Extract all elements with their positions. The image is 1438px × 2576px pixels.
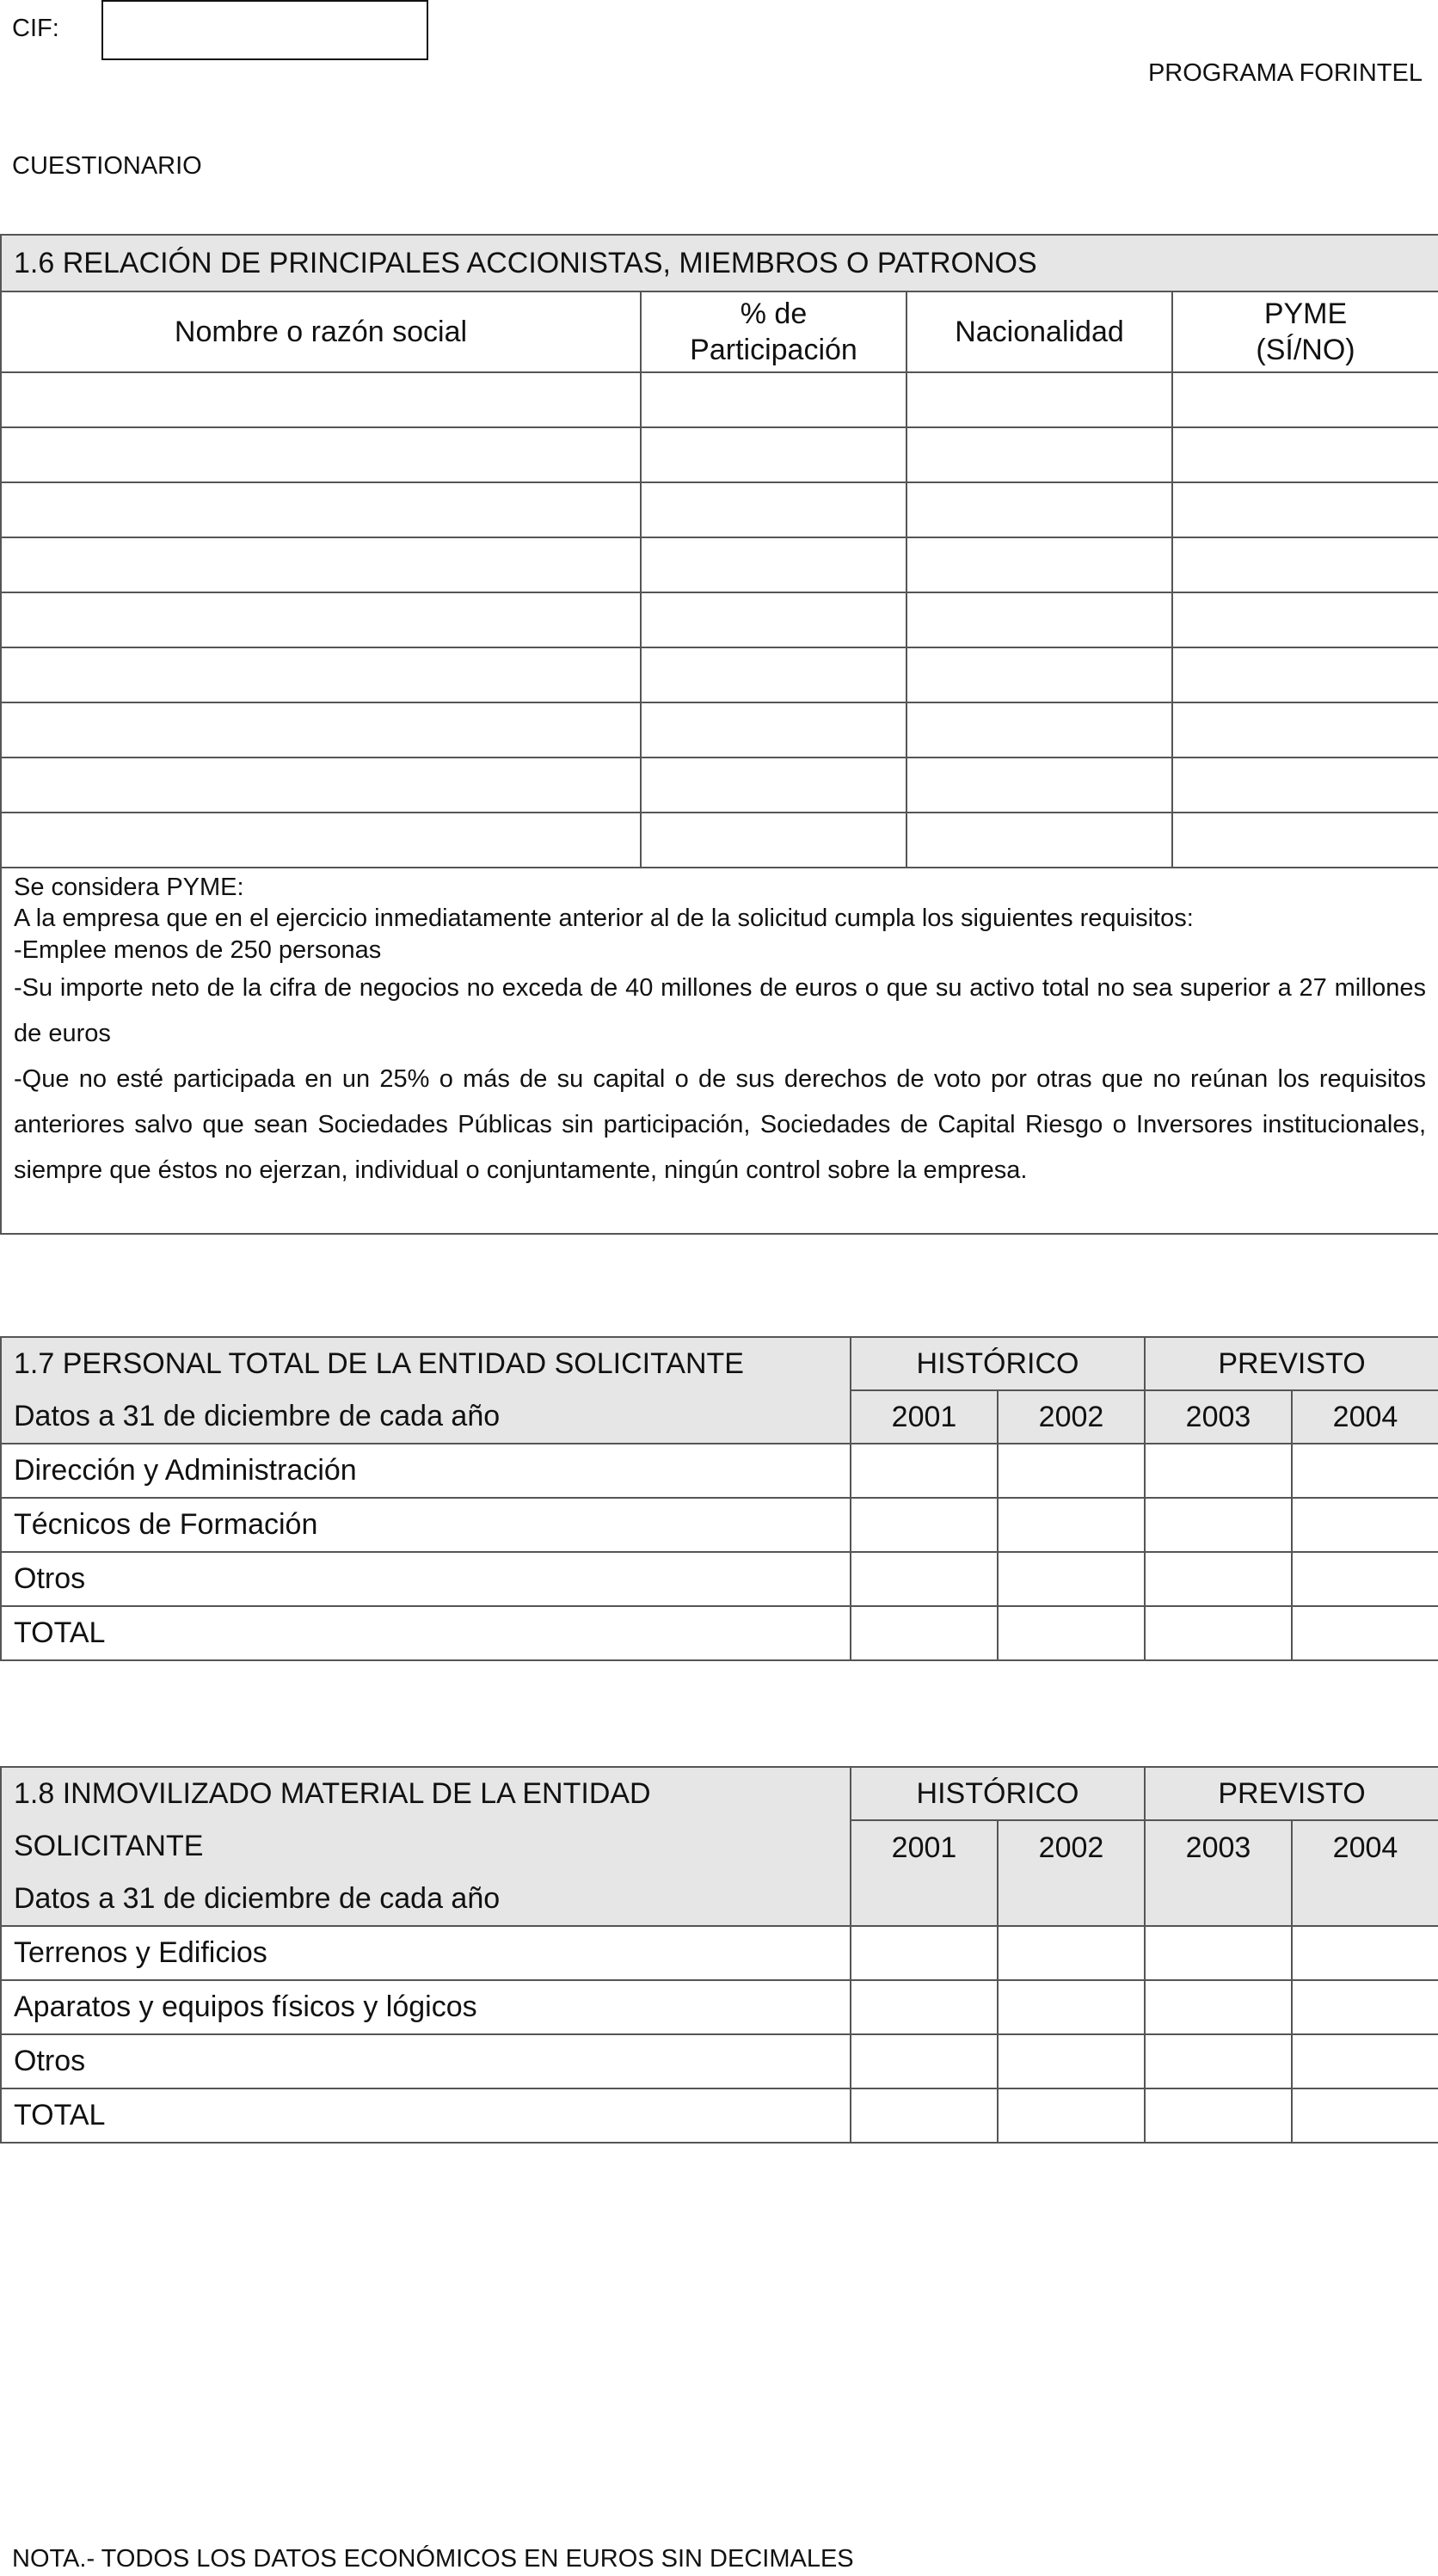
- note-line-2: A la empresa que en el ejercicio inmediatamente anterior al de la solicitud cumpla los siguientes requisitos:: [14, 905, 1194, 933]
- row-label: Terrenos y Edificios: [1, 1926, 851, 1980]
- cell-name[interactable]: [1, 702, 641, 757]
- cell-participation[interactable]: [641, 592, 906, 647]
- table-row: [1, 592, 1438, 647]
- cell-nationality[interactable]: [906, 537, 1172, 592]
- table-row: [1, 757, 1438, 813]
- column-header-participation-line2: Participación: [690, 334, 857, 366]
- table-row: [1, 1552, 1438, 1606]
- cell-2002[interactable]: [998, 1498, 1145, 1552]
- cell-2001[interactable]: [851, 2034, 998, 2088]
- table-row: [1, 2088, 1438, 2143]
- cell-2003[interactable]: [1145, 1444, 1292, 1498]
- cell-participation[interactable]: [641, 647, 906, 702]
- cell-2003[interactable]: [1145, 1926, 1292, 1980]
- cell-nationality[interactable]: [906, 702, 1172, 757]
- cif-label: CIF:: [12, 15, 59, 42]
- table-row: [1, 647, 1438, 702]
- cell-name[interactable]: [1, 537, 641, 592]
- cell-2004[interactable]: [1292, 1498, 1438, 1552]
- cell-2001[interactable]: [851, 1498, 998, 1552]
- cell-2003[interactable]: [1145, 1606, 1292, 1660]
- cell-name[interactable]: [1, 647, 641, 702]
- table-row: [1, 702, 1438, 757]
- cell-2002[interactable]: [998, 1552, 1145, 1606]
- year-2002: 2002: [998, 1820, 1145, 1926]
- cell-2003[interactable]: [1145, 1980, 1292, 2034]
- year-2004: 2004: [1292, 1820, 1438, 1926]
- cell-2002[interactable]: [998, 2088, 1145, 2143]
- cell-2003[interactable]: [1145, 2088, 1292, 2143]
- table-row: [1, 1980, 1438, 2034]
- program-title: PROGRAMA FORINTEL: [1147, 59, 1423, 87]
- cell-participation[interactable]: [641, 757, 906, 813]
- questionnaire-heading: CUESTIONARIO: [12, 152, 202, 180]
- cell-participation[interactable]: [641, 537, 906, 592]
- cell-name[interactable]: [1, 482, 641, 537]
- cell-2003[interactable]: [1145, 2034, 1292, 2088]
- note-line-5: -Que no esté participada en un 25% o más de su capital o de sus derechos de voto por otras que no reúnan los requisitos anteriores salvo que sean Sociedades Públicas sin participación, Sociedades de Capital Riesgo o Inversores institucionales, siempre que éstos no ejerzan, individual o conjuntamente, ningún control sobre la empresa.: [14, 1064, 1426, 1184]
- column-header-participation-line1: % de: [740, 297, 808, 330]
- footer-note: NOTA.- TODOS LOS DATOS ECONÓMICOS EN EUROS SIN DECIMALES: [12, 2545, 854, 2573]
- cell-name[interactable]: [1, 372, 641, 427]
- cell-2001[interactable]: [851, 1980, 998, 2034]
- year-2002: 2002: [998, 1390, 1145, 1444]
- column-header-pyme-line2: (SÍ/NO): [1256, 334, 1355, 366]
- row-label: Dirección y Administración: [1, 1444, 851, 1498]
- column-header-pyme-line1: PYME: [1263, 297, 1348, 330]
- year-2004: 2004: [1292, 1390, 1438, 1444]
- year-2001: 2001: [851, 1390, 998, 1444]
- row-label: Aparatos y equipos físicos y lógicos: [1, 1980, 851, 2034]
- row-label: Técnicos de Formación: [1, 1498, 851, 1552]
- personnel-table: [0, 1336, 1438, 1661]
- cell-nationality[interactable]: [906, 372, 1172, 427]
- row-label: TOTAL: [1, 2088, 851, 2143]
- cell-2004[interactable]: [1292, 1552, 1438, 1606]
- cell-2002[interactable]: [998, 1926, 1145, 1980]
- cell-pyme[interactable]: [1172, 372, 1438, 427]
- cell-pyme[interactable]: [1172, 757, 1438, 813]
- cell-name[interactable]: [1, 427, 641, 482]
- table-row: [1, 1926, 1438, 1980]
- cell-pyme[interactable]: [1172, 482, 1438, 537]
- section-1-8-title-line1: 1.8 INMOVILIZADO MATERIAL DE LA ENTIDAD: [14, 1777, 651, 1810]
- historico-header: HISTÓRICO: [851, 1337, 1145, 1390]
- pyme-definition-note: [1, 868, 1438, 1234]
- cell-2004[interactable]: [1292, 1444, 1438, 1498]
- historico-header: HISTÓRICO: [851, 1767, 1145, 1820]
- cell-participation[interactable]: [641, 427, 906, 482]
- table-row: [1, 1444, 1438, 1498]
- cell-pyme[interactable]: [1172, 813, 1438, 868]
- column-header-name: Nombre o razón social: [1, 291, 641, 372]
- cell-participation[interactable]: [641, 813, 906, 868]
- column-header-nationality: Nacionalidad: [906, 291, 1172, 372]
- cell-pyme[interactable]: [1172, 592, 1438, 647]
- column-header-pyme: [1172, 291, 1438, 372]
- previsto-header: PREVISTO: [1145, 1767, 1438, 1820]
- cell-nationality[interactable]: [906, 427, 1172, 482]
- cell-2004[interactable]: [1292, 2034, 1438, 2088]
- table-row: [1, 1498, 1438, 1552]
- year-2001: 2001: [851, 1820, 998, 1926]
- row-label: TOTAL: [1, 1606, 851, 1660]
- row-label: Otros: [1, 2034, 851, 2088]
- year-2003: 2003: [1145, 1820, 1292, 1926]
- table-row: [1, 427, 1438, 482]
- cell-nationality[interactable]: [906, 813, 1172, 868]
- section-1-6-title: 1.6 RELACIÓN DE PRINCIPALES ACCIONISTAS, MIEMBROS O PATRONOS: [1, 235, 1438, 291]
- section-1-8-subtitle: Datos a 31 de diciembre de cada año: [14, 1882, 501, 1915]
- note-line-3: -Emplee menos de 250 personas: [14, 935, 382, 964]
- cell-pyme[interactable]: [1172, 647, 1438, 702]
- year-2003: 2003: [1145, 1390, 1292, 1444]
- cell-name[interactable]: [1, 757, 641, 813]
- note-line-4: -Su importe neto de la cifra de negocios no exceda de 40 millones de euros o que su activo total no sea superior a 27 millones de euros: [14, 973, 1426, 1047]
- cell-2002[interactable]: [998, 2034, 1145, 2088]
- cell-2003[interactable]: [1145, 1498, 1292, 1552]
- cell-name[interactable]: [1, 813, 641, 868]
- cell-2004[interactable]: [1292, 1926, 1438, 1980]
- previsto-header: PREVISTO: [1145, 1337, 1438, 1390]
- fixed-assets-table: [0, 1766, 1438, 2144]
- cell-2004[interactable]: [1292, 1980, 1438, 2034]
- table-row: [1, 2034, 1438, 2088]
- table-row: [1, 537, 1438, 592]
- cell-participation[interactable]: [641, 702, 906, 757]
- section-1-7-title: 1.7 PERSONAL TOTAL DE LA ENTIDAD SOLICITANTE: [1, 1337, 851, 1390]
- table-row: [1, 813, 1438, 868]
- cell-nationality[interactable]: [906, 482, 1172, 537]
- cell-2001[interactable]: [851, 1606, 998, 1660]
- table-row: [1, 372, 1438, 427]
- shareholders-table: [0, 234, 1438, 1235]
- cell-2002[interactable]: [998, 1606, 1145, 1660]
- cell-pyme[interactable]: [1172, 537, 1438, 592]
- cell-nationality[interactable]: [906, 647, 1172, 702]
- cell-pyme[interactable]: [1172, 702, 1438, 757]
- cell-2002[interactable]: [998, 1444, 1145, 1498]
- cell-2001[interactable]: [851, 1444, 998, 1498]
- cell-nationality[interactable]: [906, 757, 1172, 813]
- column-header-participation: [641, 291, 906, 372]
- cell-2003[interactable]: [1145, 1552, 1292, 1606]
- cell-2002[interactable]: [998, 1980, 1145, 2034]
- cell-2004[interactable]: [1292, 2088, 1438, 2143]
- table-row: [1, 482, 1438, 537]
- cell-2001[interactable]: [851, 1552, 998, 1606]
- section-1-8-title: [1, 1767, 851, 1926]
- cell-2004[interactable]: [1292, 1606, 1438, 1660]
- cell-participation[interactable]: [641, 372, 906, 427]
- cell-name[interactable]: [1, 592, 641, 647]
- row-label: Otros: [1, 1552, 851, 1606]
- cell-2001[interactable]: [851, 1926, 998, 1980]
- note-line-1: Se considera PYME:: [14, 874, 244, 901]
- section-1-8-title-line2: SOLICITANTE: [14, 1830, 204, 1862]
- table-row: [1, 1606, 1438, 1660]
- cif-input-box[interactable]: [101, 0, 428, 60]
- section-1-7-subtitle: Datos a 31 de diciembre de cada año: [1, 1390, 851, 1444]
- cell-pyme[interactable]: [1172, 427, 1438, 482]
- cell-nationality[interactable]: [906, 592, 1172, 647]
- cell-2001[interactable]: [851, 2088, 998, 2143]
- cell-participation[interactable]: [641, 482, 906, 537]
